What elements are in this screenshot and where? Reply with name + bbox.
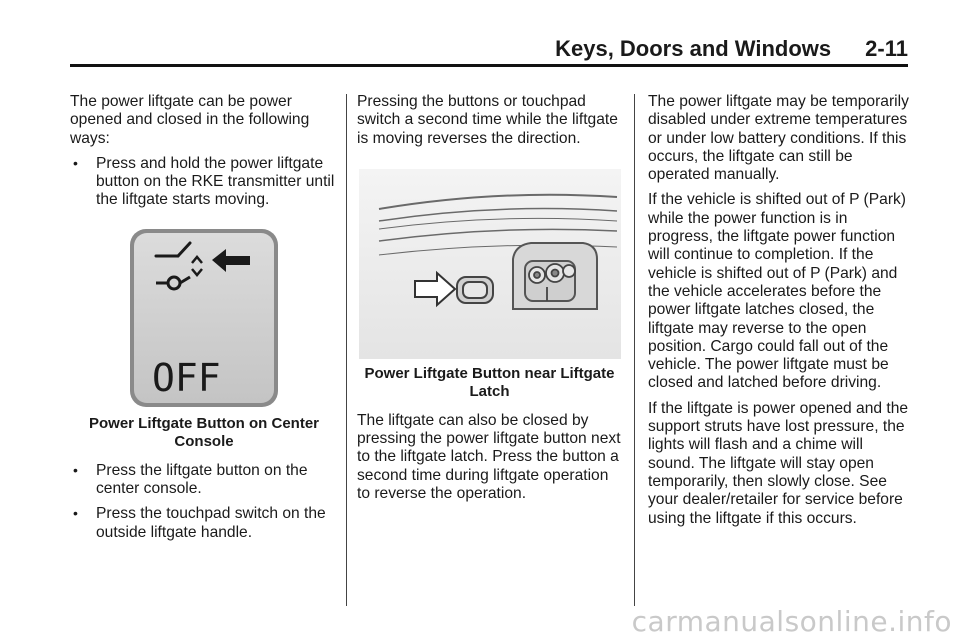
column-divider-2 xyxy=(634,94,635,606)
bullet-icon: • xyxy=(73,461,78,478)
page-number: 2-11 xyxy=(865,36,908,61)
console-button-figure xyxy=(128,227,280,409)
page-header xyxy=(70,36,908,66)
off-display-text: OFF xyxy=(152,355,221,400)
column-3 xyxy=(648,93,910,535)
intro-paragraph: The power liftgate can be power opened and closed in the following ways: xyxy=(70,93,310,147)
bullet-text: Press and hold the power liftgate button on the RKE transmitter until the liftgate starts moving. xyxy=(96,154,335,209)
paragraph: The liftgate can also be closed by pressing the power liftgate button next to the liftgate latch. Press the button a second time during liftgate operation to reverse the operation. xyxy=(357,411,621,503)
column-divider-1 xyxy=(346,94,347,606)
paragraph: If the vehicle is shifted out of P (Park) while the power function is in progress, the liftgate power function will continue to completion. If the vehicle is shifted out of P (Park) and the vehicle accelerates before the power liftgate latches closed, the liftgate may reverse to the open position. Cargo could fall out of the vehicle. The power liftgate must be closed and latched before driving. xyxy=(648,191,906,392)
figure-caption: Power Liftgate Button on Center Console xyxy=(89,414,319,451)
paragraph: If the liftgate is power opened and the support struts have lost pressure, the lights will flash and a chime will sound. The liftgate will stay open temporarily, then slowly close. See your dealer/retailer for service before using the liftgate if this occurs. xyxy=(648,399,909,527)
bullet-item xyxy=(70,155,338,210)
watermark: carmanualsonline.info xyxy=(631,605,952,638)
paragraph: Pressing the buttons or touchpad switch a second time while the liftgate is moving reverses the direction. xyxy=(357,93,618,147)
bullet-item xyxy=(70,505,338,542)
section-title: Keys, Doors and Windows xyxy=(555,36,832,61)
liftgate-button xyxy=(457,277,493,303)
paragraph: The power liftgate may be temporarily disabled under extreme temperatures or under low battery conditions. If this occurs, the liftgate can still be operated manually. xyxy=(648,93,909,184)
bullet-text: Press the touchpad switch on the outside liftgate handle. xyxy=(96,505,326,541)
column-2 xyxy=(357,93,622,510)
latch-button-figure xyxy=(359,169,621,359)
figure-caption: Power Liftgate Button near Liftgate Latch xyxy=(364,364,615,401)
bullet-icon: • xyxy=(73,154,78,171)
bullet-icon: • xyxy=(73,505,78,522)
header-rule xyxy=(70,64,908,67)
column-1 xyxy=(70,93,338,549)
bullet-text: Press the liftgate button on the center console. xyxy=(96,461,308,498)
bullet-item xyxy=(70,462,338,499)
